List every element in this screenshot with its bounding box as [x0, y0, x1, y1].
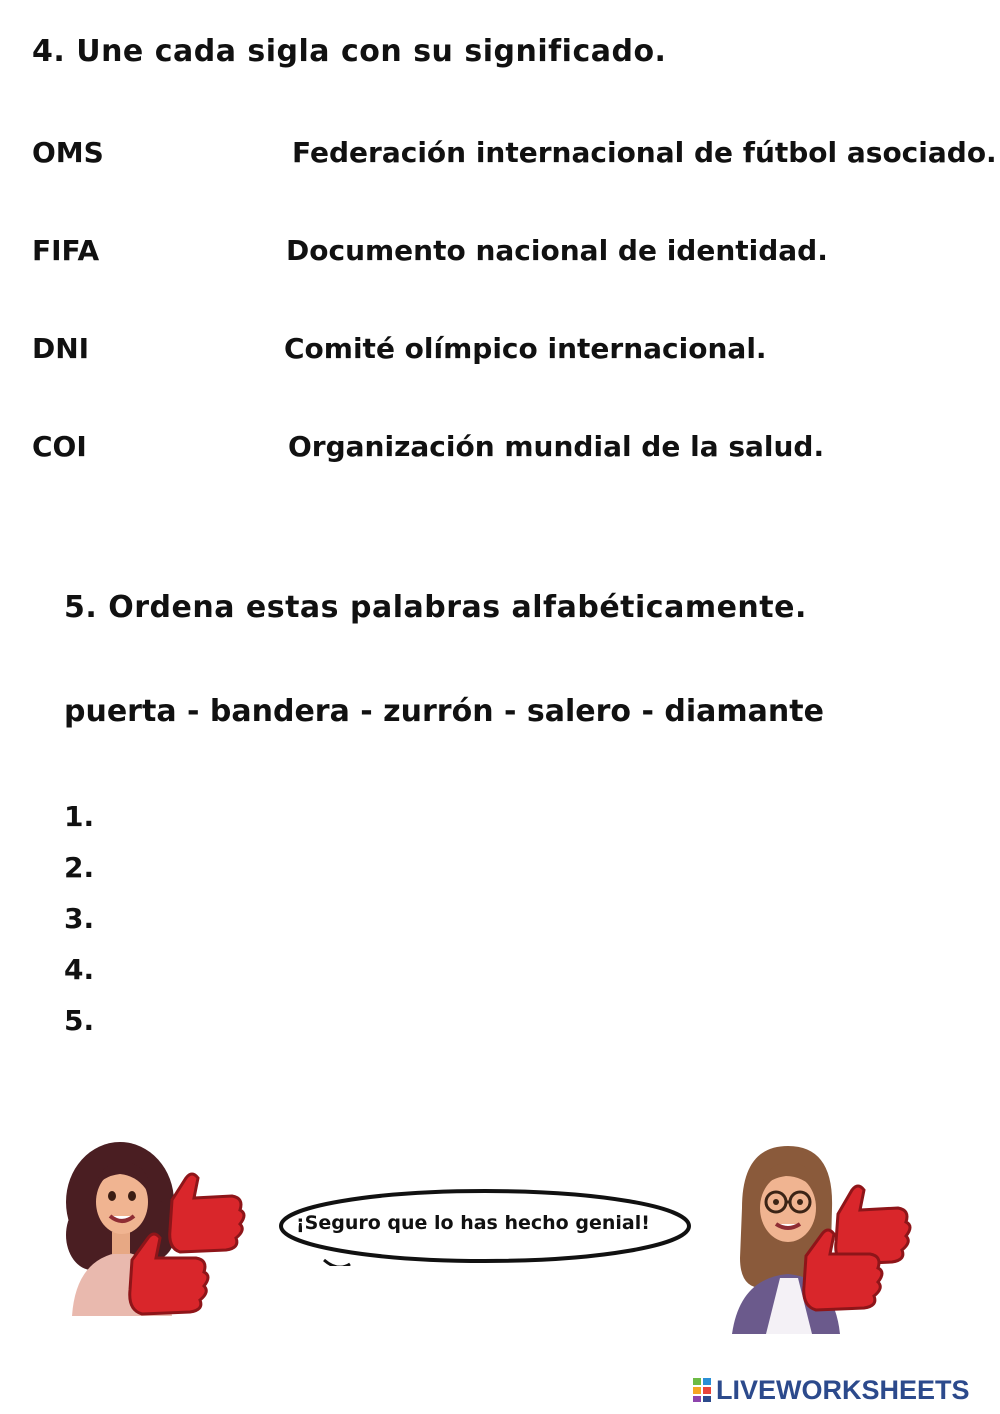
sigla-dni[interactable]: DNI — [32, 332, 90, 365]
liveworksheets-logo[interactable] — [692, 1374, 970, 1406]
answer-number-3: 3. — [64, 902, 95, 935]
answer-number-2: 2. — [64, 851, 95, 884]
brand-name: LIVEWORKSHEETS — [716, 1374, 970, 1405]
answer-number-1: 1. — [64, 800, 95, 833]
avatar-glasses-thumbs-up-icon — [722, 1138, 928, 1334]
sigla-coi[interactable]: COI — [32, 430, 87, 463]
exercise-5-title: 5. Ordena estas palabras alfabéticamente. — [64, 590, 807, 625]
meaning-fifa-definition[interactable]: Federación internacional de fútbol asociado. — [292, 136, 997, 169]
liveworksheets-icon — [692, 1377, 712, 1403]
meaning-oms-definition[interactable]: Organización mundial de la salud. — [288, 430, 825, 463]
sigla-oms[interactable]: OMS — [32, 136, 104, 169]
meaning-coi-definition[interactable]: Comité olímpico internacional. — [284, 332, 767, 365]
meaning-dni-definition[interactable]: Documento nacional de identidad. — [286, 234, 828, 267]
avatar-thumbs-up-icon — [62, 1140, 256, 1316]
answer-number-5: 5. — [64, 1004, 95, 1037]
answer-number-4: 4. — [64, 953, 95, 986]
sigla-fifa[interactable]: FIFA — [32, 234, 100, 267]
speech-text: ¡Seguro que lo has hecho genial! — [296, 1212, 650, 1234]
exercise-4-title: 4. Une cada sigla con su significado. — [32, 34, 667, 69]
word-list: puerta - bandera - zurrón - salero - diamante — [64, 694, 824, 729]
